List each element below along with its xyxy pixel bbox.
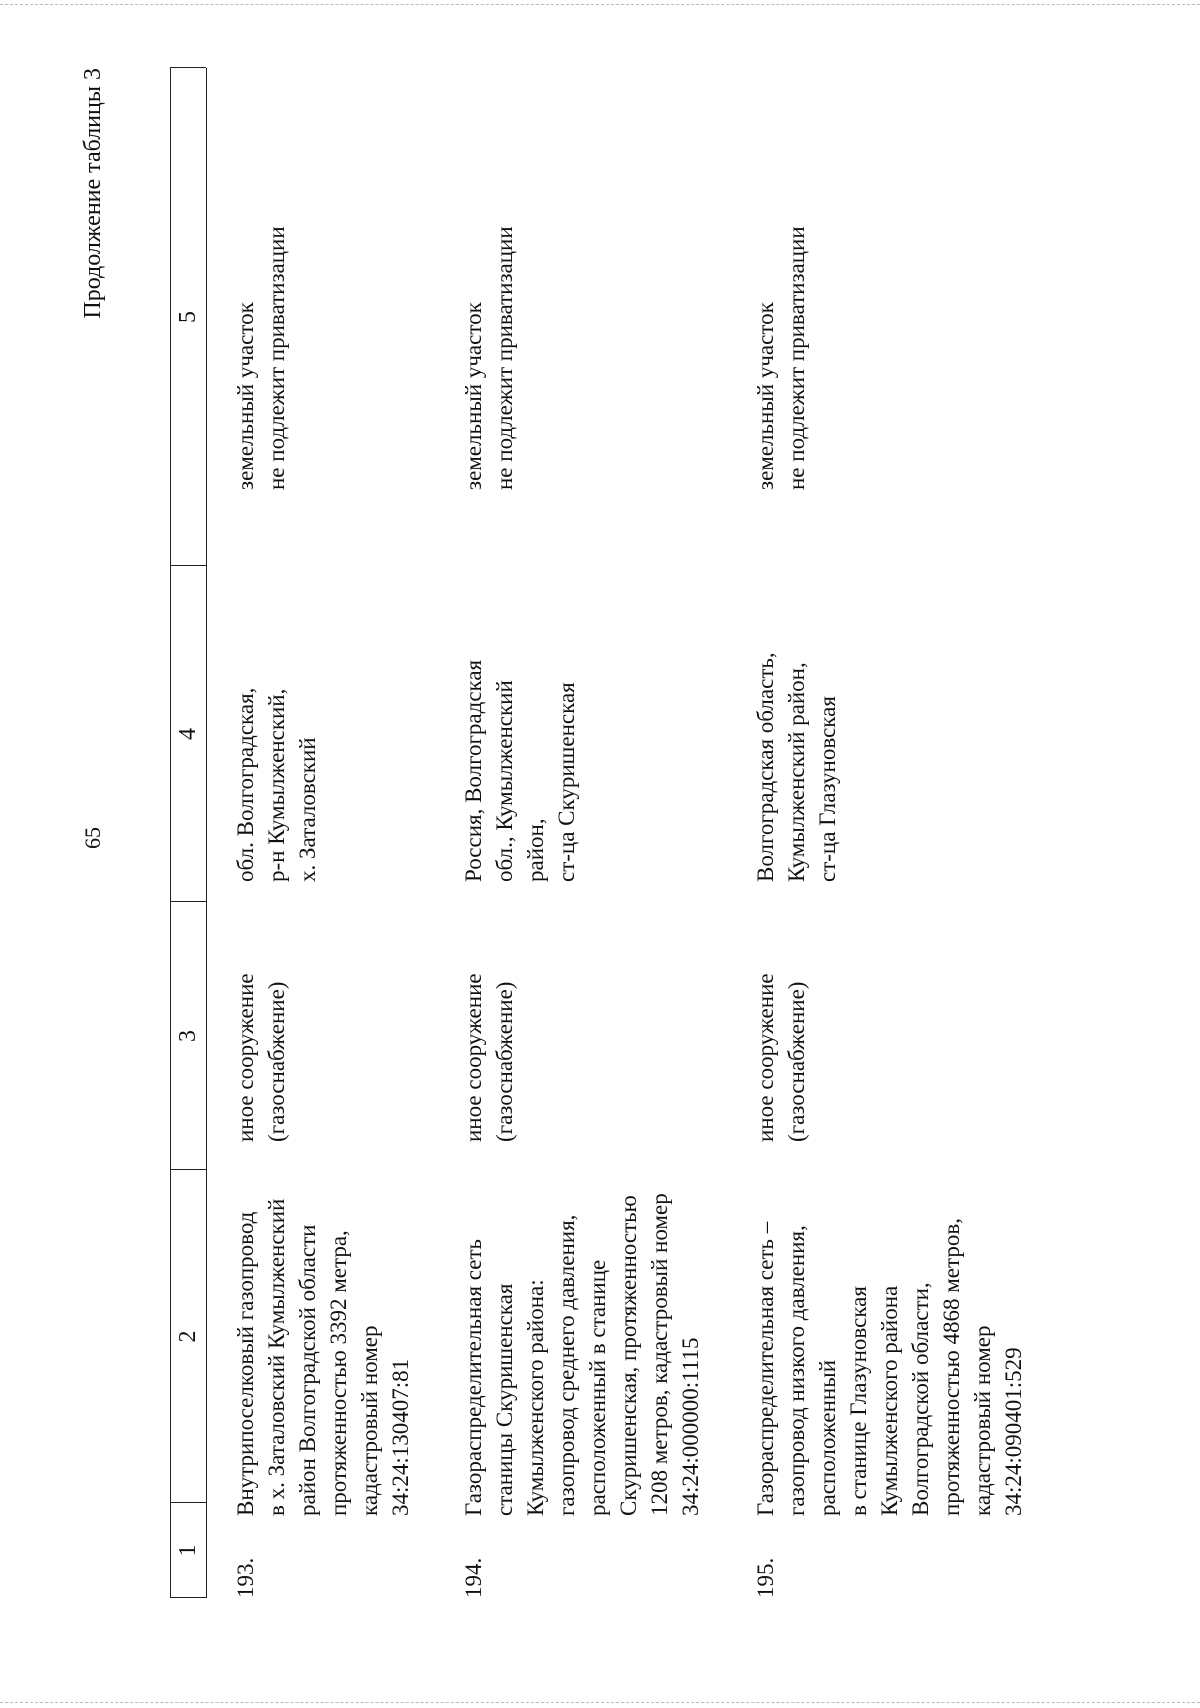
object-note: земельный участок не подлежит приватизации: [233, 226, 289, 490]
object-name: Газораспределительная сеть – газопровод низкого давления, расположенный в станице Глазуновская Кумылженского района Волгоградской области, протяженностью 4868 метров, кадастровый номер 34:24:090401:529: [753, 1218, 1026, 1516]
page-number: 65: [80, 827, 105, 849]
registry-table: [170, 68, 1170, 1598]
column-header-type: 3: [175, 1030, 201, 1042]
column-header-name: 2: [175, 1330, 201, 1343]
object-note: земельный участок не подлежит приватизации: [753, 226, 809, 490]
object-type: иное сооружение (газоснабжение): [461, 973, 517, 1142]
object-address: Россия, Волгоградская обл., Кумылженский район, ст-ца Скуришенская: [461, 659, 579, 882]
table-continuation-label: Продолжение таблицы 3: [80, 68, 106, 319]
row-number: 194.: [461, 1557, 486, 1598]
table-row: [458, 68, 718, 1598]
object-address: Волгоградская область, Кумылженский район, ст-ца Глазуновская: [753, 652, 840, 882]
object-name: Газораспределительная сеть станицы Скуришенская Кумылженского района: газопровод среднего давления, расположенный в станице Скуришенская, протяженностью 1208 метров, кадастровый номер 34:24:000000:1115: [461, 1193, 703, 1516]
object-type: иное сооружение (газоснабжение): [233, 973, 289, 1142]
row-number: 195.: [753, 1557, 778, 1598]
table-top-rule: [170, 68, 171, 1598]
object-address: обл. Волгоградская, р-н Кумылженский, х. Заталовский: [233, 687, 320, 882]
table-row: [230, 68, 430, 1598]
object-note: земельный участок не подлежит приватизации: [461, 226, 517, 490]
column-header-note: 5: [175, 311, 201, 323]
object-name: Внутрипоселковый газопровод в х. Заталовский Кумылженский район Волгоградской области протяженностью 3392 метра, кадастровый номер 34:24:130407:81: [233, 1198, 413, 1516]
table-row: [750, 68, 1050, 1598]
object-type: иное сооружение (газоснабжение): [753, 973, 809, 1142]
column-header-number: 1: [175, 1544, 201, 1557]
row-number: 193.: [233, 1557, 258, 1598]
table-header-rule: [206, 68, 207, 1598]
column-header-address: 4: [175, 728, 201, 740]
